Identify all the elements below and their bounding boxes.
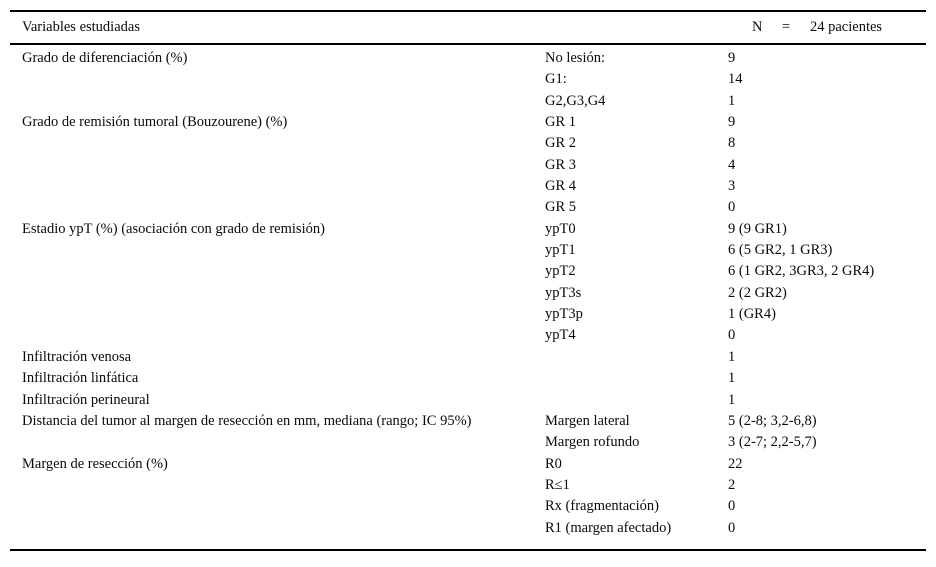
variable-cell: Estadio ypT (%) (asociación con grado de remisión) bbox=[22, 220, 325, 237]
category-cell: R1 (margen afectado) bbox=[545, 519, 672, 536]
category-cell: Margen lateral bbox=[545, 412, 630, 429]
table-row bbox=[10, 133, 926, 154]
table-header-row bbox=[10, 12, 926, 45]
category-cell: GR 3 bbox=[545, 156, 577, 173]
category-cell: Margen rofundo bbox=[545, 434, 640, 451]
table-row bbox=[10, 304, 926, 325]
study-variables-table bbox=[10, 10, 926, 551]
category-cell: G2,G3,G4 bbox=[545, 92, 606, 109]
category-cell: GR 4 bbox=[545, 178, 577, 195]
category-cell: ypT3p bbox=[545, 306, 583, 323]
table-row bbox=[10, 390, 926, 411]
value-cell: 2 (2 GR2) bbox=[728, 284, 787, 301]
table-row bbox=[10, 475, 926, 496]
variable-cell: Grado de diferenciación (%) bbox=[22, 50, 188, 66]
category-cell: ypT2 bbox=[545, 263, 576, 280]
value-cell: 9 bbox=[728, 50, 736, 66]
table-row bbox=[10, 496, 926, 517]
value-cell: 14 bbox=[728, 71, 743, 88]
n-patients-value: 24 pacientes bbox=[810, 19, 883, 35]
table-row bbox=[10, 283, 926, 304]
category-cell: R≤1 bbox=[545, 476, 570, 493]
table-row bbox=[10, 112, 926, 133]
value-cell: 1 bbox=[728, 370, 736, 387]
value-cell: 1 bbox=[728, 391, 736, 408]
equals-sign: = bbox=[782, 19, 791, 35]
category-cell: ypT0 bbox=[545, 220, 576, 237]
category-cell: No lesión: bbox=[545, 50, 606, 66]
category-cell: GR 5 bbox=[545, 199, 577, 216]
variable-cell: Grado de remisión tumoral (Bouzourene) (%) bbox=[22, 114, 288, 131]
table-row bbox=[10, 518, 926, 539]
variable-cell: Margen de resección (%) bbox=[22, 455, 168, 472]
category-cell: Rx (fragmentación) bbox=[545, 498, 659, 515]
variable-cell: Infiltración perineural bbox=[22, 391, 150, 408]
variable-cell: Infiltración linfática bbox=[22, 370, 139, 387]
category-cell: R0 bbox=[545, 455, 562, 472]
category-cell: GR 1 bbox=[545, 114, 577, 131]
value-cell: 0 bbox=[728, 327, 736, 344]
table-row bbox=[10, 176, 926, 197]
value-cell: 6 (5 GR2, 1 GR3) bbox=[728, 242, 833, 259]
table-row bbox=[10, 261, 926, 282]
table-row bbox=[10, 155, 926, 176]
table-body bbox=[10, 45, 926, 549]
value-cell: 1 bbox=[728, 348, 736, 365]
value-cell: 3 bbox=[728, 178, 736, 195]
table-row bbox=[10, 411, 926, 432]
table-row bbox=[10, 240, 926, 261]
table-row bbox=[10, 368, 926, 389]
value-cell: 5 (2-8; 3,2-6,8) bbox=[728, 412, 817, 429]
table-row bbox=[10, 347, 926, 368]
value-cell: 0 bbox=[728, 199, 736, 216]
value-cell: 9 (9 GR1) bbox=[728, 220, 787, 237]
value-cell: 22 bbox=[728, 455, 743, 472]
value-cell: 2 bbox=[728, 476, 736, 493]
table-row bbox=[10, 69, 926, 90]
value-cell: 1 bbox=[728, 92, 736, 109]
value-cell: 9 bbox=[728, 114, 736, 131]
value-cell: 6 (1 GR2, 3GR3, 2 GR4) bbox=[728, 263, 875, 280]
value-cell: 8 bbox=[728, 135, 736, 152]
value-cell: 1 (GR4) bbox=[728, 306, 776, 323]
table-row bbox=[10, 197, 926, 218]
table-row bbox=[10, 325, 926, 346]
category-cell: G1: bbox=[545, 71, 567, 88]
category-cell: ypT4 bbox=[545, 327, 576, 344]
table-row bbox=[10, 454, 926, 475]
table-row bbox=[10, 91, 926, 112]
category-cell: ypT3s bbox=[545, 284, 582, 301]
category-cell: ypT1 bbox=[545, 242, 576, 259]
table-row bbox=[10, 48, 926, 69]
n-label: N bbox=[752, 19, 763, 35]
value-cell: 0 bbox=[728, 498, 736, 515]
value-cell: 4 bbox=[728, 156, 736, 173]
variable-cell: Distancia del tumor al margen de resección en mm, mediana (rango; IC 95%) bbox=[22, 412, 472, 429]
table-row bbox=[10, 219, 926, 240]
table-title: Variables estudiadas bbox=[22, 19, 140, 35]
value-cell: 0 bbox=[728, 519, 736, 536]
variable-cell: Infiltración venosa bbox=[22, 348, 132, 365]
table-row bbox=[10, 432, 926, 453]
category-cell: GR 2 bbox=[545, 135, 577, 152]
value-cell: 3 (2-7; 2,2-5,7) bbox=[728, 434, 817, 451]
